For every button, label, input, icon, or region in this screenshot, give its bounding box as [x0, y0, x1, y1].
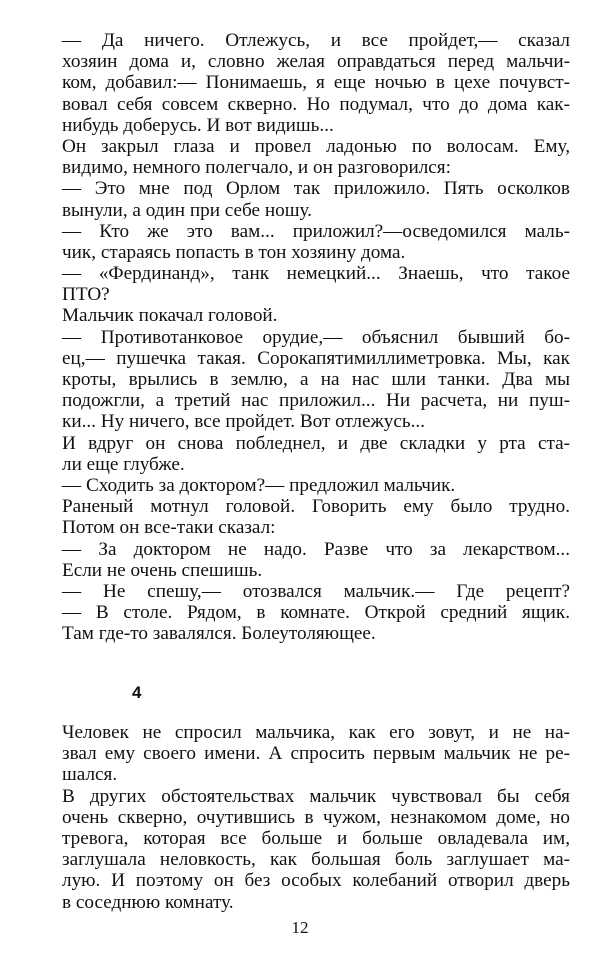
paragraph-line: ком, добавил:— Понимаешь, я еще ночью в цехе почувст-: [62, 72, 570, 94]
paragraph-line: — Сходить за доктором?— предложил мальчик.: [62, 474, 456, 496]
paragraph-line: В других обстоятельствах мальчик чувствовал бы себя: [62, 785, 570, 807]
paragraph-line: — Противотанковое орудие,— объяснил бывший бо-: [62, 326, 570, 348]
paragraph-line: видимо, немного полегчало, и он разговорился:: [62, 157, 451, 179]
paragraph-line: — Кто же это вам... приложил?—осведомился маль-: [62, 220, 570, 242]
paragraph-line: подожгли, а третий нас приложил... Ни расчета, ни пуш-: [62, 390, 570, 412]
paragraph-line: хозяин дома и, словно желая оправдаться перед мальчи-: [62, 51, 570, 73]
paragraph-line: Там где-то завалялся. Болеутоляющее.: [62, 623, 376, 645]
paragraph-line: — «Фердинанд», танк немецкий... Знаешь, что такое: [62, 263, 570, 285]
paragraph-line: звал ему своего имени. А спросить первым мальчик не ре-: [62, 743, 570, 765]
paragraph-line: Мальчик покачал головой.: [62, 305, 278, 327]
paragraph-line: Если не очень спешишь.: [62, 559, 263, 581]
paragraph-line: Потом он все-таки сказал:: [62, 517, 276, 539]
paragraph-line: заглушала неловкость, как большая боль заглушает ма-: [62, 849, 570, 871]
paragraph-line: — В столе. Рядом, в комнате. Открой средний ящик.: [62, 602, 570, 624]
paragraph-line: лую. И поэтому он без особых колебаний отворил дверь: [62, 870, 570, 892]
paragraph-line: в соседнюю комнату.: [62, 891, 234, 913]
paragraph-line: ки... Ну ничего, все пройдет. Вот отлежусь...: [62, 411, 426, 433]
paragraph-line: — Это мне под Орлом так приложило. Пять осколков: [62, 178, 570, 200]
paragraph-line: ПТО?: [62, 284, 110, 306]
paragraph-line: вовал себя совсем скверно. Но подумал, что до дома как-: [62, 93, 570, 115]
second-text-block: [62, 722, 570, 913]
paragraph-line: чик, стараясь попасть в тон хозяину дома.: [62, 241, 406, 263]
paragraph-line: Человек не спросил мальчика, как его зовут, и не на-: [62, 722, 570, 743]
paragraph-line: ец,— пушечка такая. Сорокапятимиллиметровка. Мы, как: [62, 347, 570, 369]
paragraph-line: шался.: [62, 764, 118, 786]
paragraph-line: нибудь доберусь. И вот видишь...: [62, 114, 334, 136]
paragraph-line: тревога, которая все больше и больше овладевала им,: [62, 827, 570, 849]
paragraph-line: Раненый мотнул головой. Говорить ему было трудно.: [62, 496, 570, 518]
chapter-number: 4: [132, 683, 142, 702]
paragraph-line: кроты, врылись в землю, а на нас шли танки. Два мы: [62, 369, 570, 390]
main-text-block: [62, 30, 570, 644]
paragraph-line: — Не спешу,— отозвался мальчик.— Где рецепт?: [62, 580, 570, 602]
paragraph-line: очень скверно, очутившись в чужом, незнакомом доме, но: [62, 806, 570, 828]
paragraph-line: Он закрыл глаза и провел ладонью по волосам. Ему,: [62, 135, 570, 157]
paragraph-line: — Да ничего. Отлежусь, и все пройдет,— сказал: [62, 30, 570, 51]
page-number: 12: [291, 918, 309, 937]
paragraph-line: ли еще глубже.: [62, 453, 185, 475]
paragraph-line: И вдруг он снова побледнел, и две складки у рта ста-: [62, 432, 570, 454]
paragraph-line: — За доктором не надо. Разве что за лекарством...: [62, 538, 570, 560]
paragraph-line: вынули, а один при себе ношу.: [62, 199, 312, 221]
